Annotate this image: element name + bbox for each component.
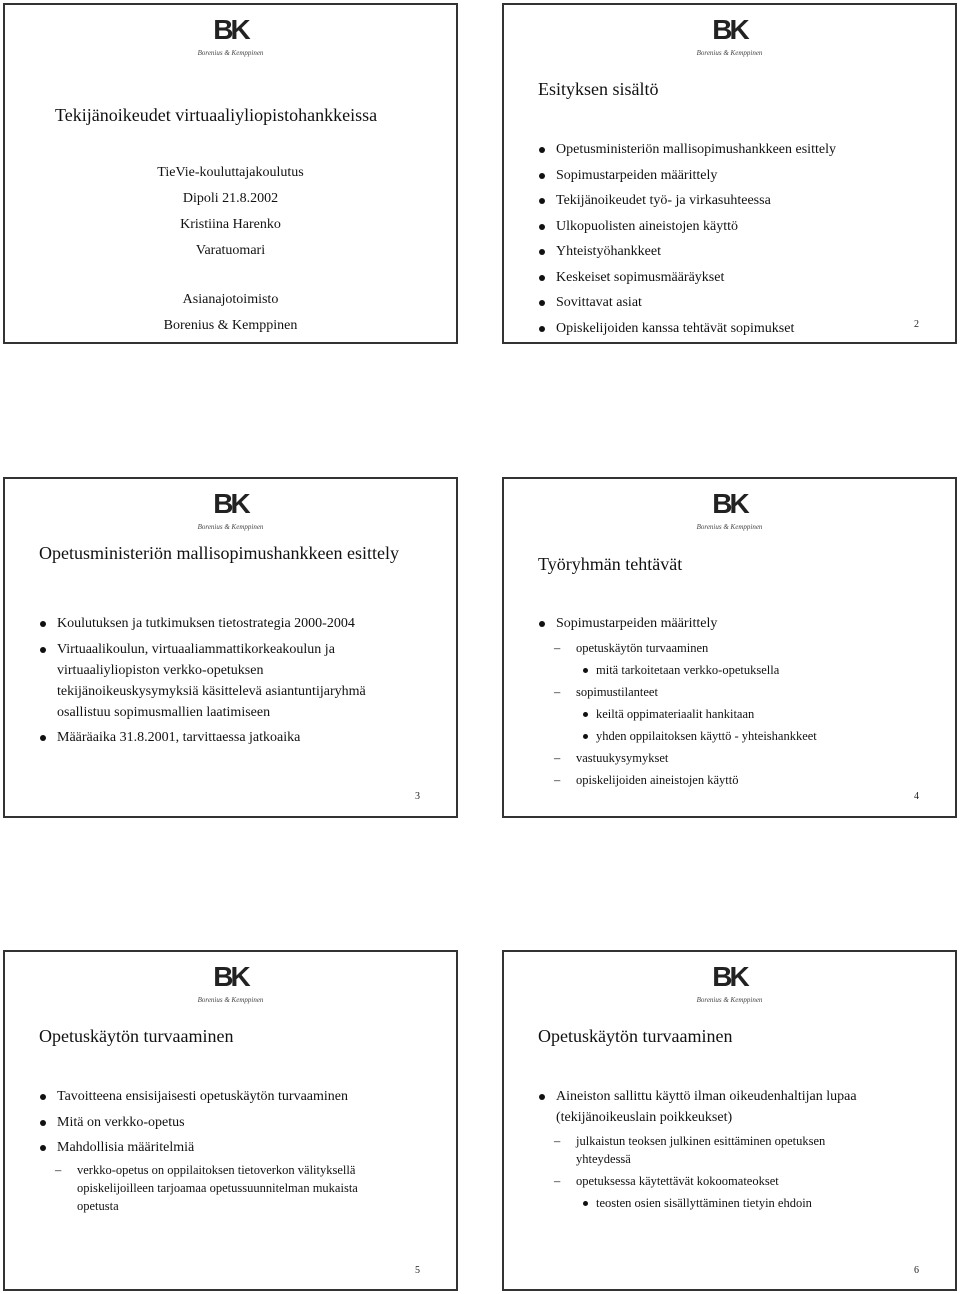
list-item: Opiskelijoiden kanssa tehtävät sopimukset [536,318,946,339]
company-logo: BK Borenius & Kemppinen [696,14,763,57]
slide-title: Opetuskäytön turvaaminen [39,1026,234,1046]
slide-title: Tekijänoikeudet virtuaaliyliopistohankkeissa [55,105,378,125]
list-item: Virtuaalikoulun, virtuaaliammattikorkeakoulun ja virtuaaliyliopiston verkko-opetuksen tekijänoikeuskysymyksiä käsittelevä asiantuntijaryhmä osallistuu sopimusmallien laatimiseen [37,639,407,723]
list-item: Aineiston sallittu käyttö ilman oikeudenhaltijan lupaa (tekijänoikeuslain poikkeukset) [536,1086,896,1128]
sub-list [536,1132,876,1216]
sub-sub-item: keiltä oppimateriaalit hankitaan [536,705,946,723]
slide-title: Opetusministeriön mallisopimushankkeen esittely [39,543,399,563]
sub-item: – verkko-opetus on oppilaitoksen tietoverkon välityksellä opiskelijoilleen tarjoamaa opetussuunnitelman mukaista opetusta [37,1161,397,1215]
page-number: 2 [914,319,919,330]
sub-sub-item: yhden oppilaitoksen käyttö - yhteishankkeet [536,727,946,745]
slide-1 [3,3,458,344]
sub-list [536,639,946,793]
sub-item: – julkaistun teoksen julkinen esittäminen opetuksen yhteydessä [536,1132,876,1168]
list-item: Sopimustarpeiden määrittely [536,165,946,186]
company-logo: BK Borenius & Kemppinen [696,961,763,1004]
subtitle-line: Kristiina Harenko [180,217,281,232]
slide-4 [502,477,957,818]
slide-title: Esityksen sisältö [538,79,659,99]
sub-sub-item: teosten osien sisällyttäminen tietyin ehdoin [536,1194,876,1212]
list-item: Tekijänoikeudet työ- ja virkasuhteessa [536,190,946,211]
list-item: Tavoitteena ensisijaisesti opetuskäytön turvaaminen [37,1086,447,1107]
list-item: Koulutuksen ja tutkimuksen tietostrategia 2000-2004 [37,613,407,634]
sub-item: – opetuskäytön turvaaminen [536,639,946,657]
bullet-list [536,1086,896,1133]
slide-title: Opetuskäytön turvaaminen [538,1026,733,1046]
subtitle-line: Borenius & Kemppinen [163,318,298,333]
page-number: 6 [914,1265,919,1276]
slide-6 [502,950,957,1291]
slide-2 [502,3,957,344]
company-logo: BK Borenius & Kemppinen [197,14,264,57]
slide-title: Työryhmän tehtävät [538,554,683,574]
sub-list [37,1161,397,1219]
list-item: Yhteistyöhankkeet [536,241,946,262]
list-item: Ulkopuolisten aineistojen käyttö [536,216,946,237]
list-item: Sopimustarpeiden määrittely [536,613,946,634]
bullet-list [536,613,946,636]
list-item: Mahdollisia määritelmiä [37,1137,447,1158]
subtitle-line: Varatuomari [195,243,266,258]
list-item: Määräaika 31.8.2001, tarvittaessa jatkoaika [37,727,407,748]
bullet-list [37,613,407,753]
subtitle-line: Asianajotoimisto [182,292,279,307]
slide-3 [3,477,458,818]
list-item: Opetusministeriön mallisopimushankkeen esittely [536,139,946,160]
list-item: Sovittavat asiat [536,292,946,313]
bullet-list [536,139,946,343]
sub-sub-item: mitä tarkoitetaan verkko-opetuksella [536,661,946,679]
company-logo: BK Borenius & Kemppinen [696,488,763,531]
list-item: Keskeiset sopimusmääräykset [536,267,946,288]
slide-5 [3,950,458,1291]
sub-item: – sopimustilanteet [536,683,946,701]
list-item: Mitä on verkko-opetus [37,1112,447,1133]
subtitle-line: Dipoli 21.8.2002 [182,191,279,206]
company-logo: BK Borenius & Kemppinen [197,488,264,531]
subtitle-line: TieVie-kouluttajakoulutus [157,165,304,180]
company-logo: BK Borenius & Kemppinen [197,961,264,1004]
sub-item: – vastuukysymykset [536,749,946,767]
bullet-list [37,1086,447,1163]
page-number: 4 [914,791,919,802]
sub-item: – opetuksessa käytettävät kokoomateokset [536,1172,876,1190]
page-number: 3 [415,791,420,802]
page-number: 5 [415,1265,420,1276]
sub-item: – opiskelijoiden aineistojen käyttö [536,771,946,789]
